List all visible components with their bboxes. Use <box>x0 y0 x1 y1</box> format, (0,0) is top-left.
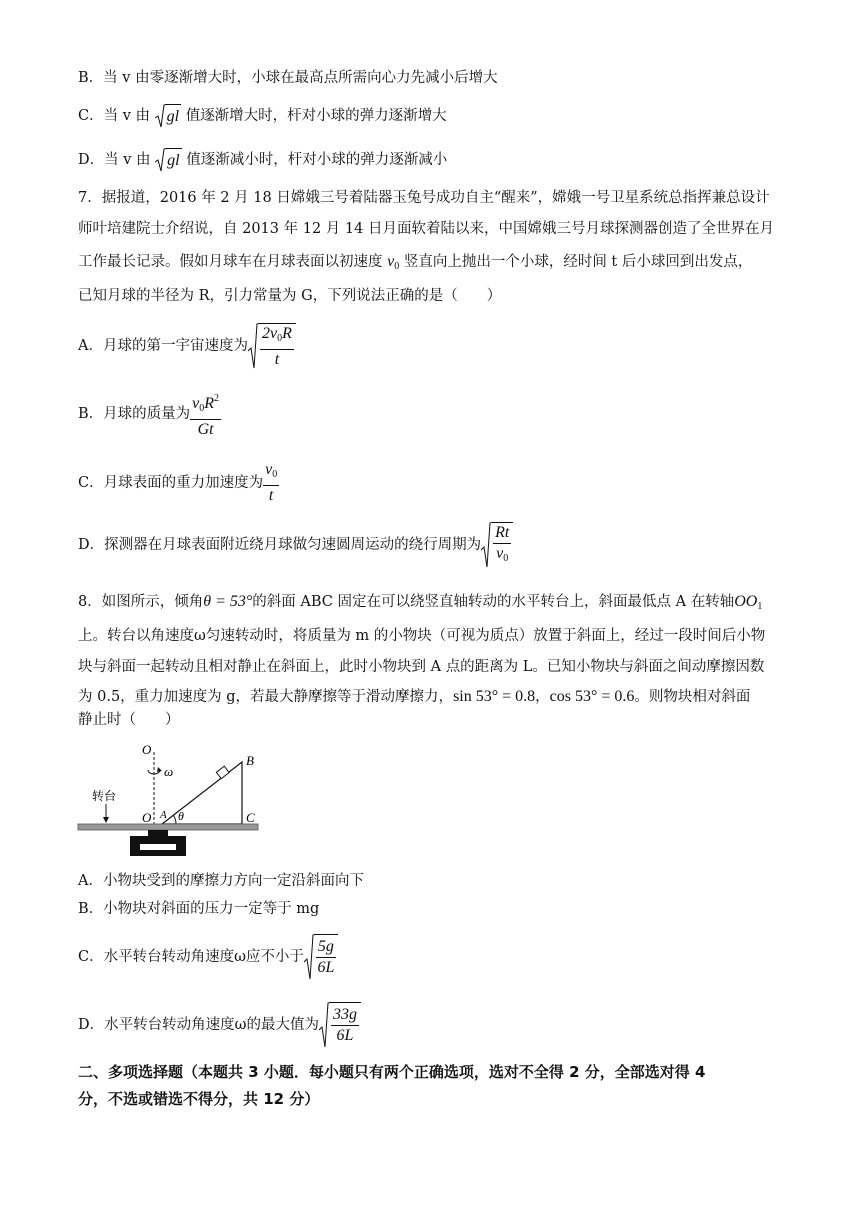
sqrt-fraction: $\frac{2v_0R}{t}$ <box>248 323 296 370</box>
q8-line-2: 上。转台以角速度ω匀速转动时，将质量为 m 的小物块（可视为质点）放置于斜面上，经过一段时间后小物 <box>78 628 766 644</box>
fraction-gravity: $\frac{v_0}{t}$ <box>265 461 278 504</box>
label-theta: θ <box>178 809 184 823</box>
q7-line-2: 师叶培建院士介绍说，自 2013 年 12 月 14 日月面软着陆以来，中国嫦娥三号月球探测器创造了全世界在月 <box>78 221 774 237</box>
sqrt-gl: gl <box>155 104 181 128</box>
label-o1: O <box>142 810 152 825</box>
label-a: A <box>160 809 167 821</box>
fraction-mass: $\frac{v_0R^2}{Gt}$ <box>190 389 221 440</box>
label-b: B <box>246 753 254 768</box>
label-omega: ω <box>164 764 174 779</box>
q8-option-a: A．小物块受到的摩擦力方向一定沿斜面向下 <box>78 873 364 889</box>
label-c: C <box>246 810 255 825</box>
section2-heading-line-1: 二、多项选择题（本题共 3 小题．每小题只有两个正确选项，选对不全得 2 分，全部选对得 4 <box>78 1063 706 1081</box>
q6-option-b: B．当 v 由零逐渐增大时，小球在最高点所需向心力先减小后增大 <box>78 70 498 86</box>
sqrt-period: $\frac{Rt}{v_0}$ <box>481 522 513 569</box>
q8-line-3: 块与斜面一起转动且相对静止在斜面上，此时小物块到 A 点的距离为 L。已知小物块与斜面之间动摩擦因数 <box>78 659 765 675</box>
q7-option-d: D．探测器在月球表面附近绕月球做匀速圆周运动的绕行周期为 $\frac{Rt}{v_0}$ <box>78 521 513 569</box>
q7-line-1: 7．据报道，2016 年 2 月 18 日嫦娥三号着陆器玉兔号成功自主“醒来”，嫦娥一号卫星系统总指挥兼总设计 <box>78 190 770 206</box>
sqrt-min-omega: $\frac{5g}{6L}$ <box>304 934 338 980</box>
sqrt-max-omega: $\frac{33g}{6L}$ <box>319 1002 361 1048</box>
section2-heading-line-2: 分，不选或错选不得分，共 12 分） <box>78 1090 320 1108</box>
q8-option-d: D．水平转台转动角速度ω的最大值为 $\frac{33g}{6L}$ <box>78 1000 361 1050</box>
q7-option-c: C．月球表面的重力加速度为 $\frac{v_0}{t}$ <box>78 461 278 504</box>
sqrt-gl: gl <box>155 148 181 172</box>
q8-line-5: 静止时（ ） <box>78 712 180 728</box>
q8-option-c: C．水平转台转动角速度ω应不小于 $\frac{5g}{6L}$ <box>78 932 338 982</box>
q8-option-b: B．小物块对斜面的压力一定等于 mg <box>78 901 320 917</box>
turntable-incline-figure <box>76 740 266 860</box>
q7-option-b: B．月球的质量为 $\frac{v_0R^2}{Gt}$ <box>78 390 221 438</box>
q8-line-4: 为 0.5，重力加速度为 g，若最大静摩擦等于滑动摩擦力，sin 53° = 0.8，cos 53° = 0.6。则物块相对斜面 <box>78 688 751 705</box>
q7-line-4: 已知月球的半径为 R，引力常量为 G，下列说法正确的是（ ） <box>78 288 502 304</box>
q7-option-a: A．月球的第一宇宙速度为 $\frac{2v_0R}{t}$ <box>78 322 296 370</box>
q6-option-c: C．当 v 由 gl 值逐渐增大时，杆对小球的弹力逐渐增大 <box>78 104 447 128</box>
label-o-top: O <box>142 742 152 757</box>
q8-line-1: 8．如图所示，倾角θ = 53°的斜面 ABC 固定在可以绕竖直轴转动的水平转台上，斜面最低点 A 在转轴$OO_1$ <box>78 593 763 612</box>
q6-option-d: D．当 v 由 gl 值逐渐减小时，杆对小球的弹力逐渐减小 <box>78 148 447 172</box>
q7-line-3: 工作最长记录。假如月球车在月球表面以初速度 $v_0$ 竖直向上抛出一个小球，经时间 t 后小球回到出发点， <box>78 253 753 272</box>
label-turntable: 转台 <box>92 789 117 803</box>
